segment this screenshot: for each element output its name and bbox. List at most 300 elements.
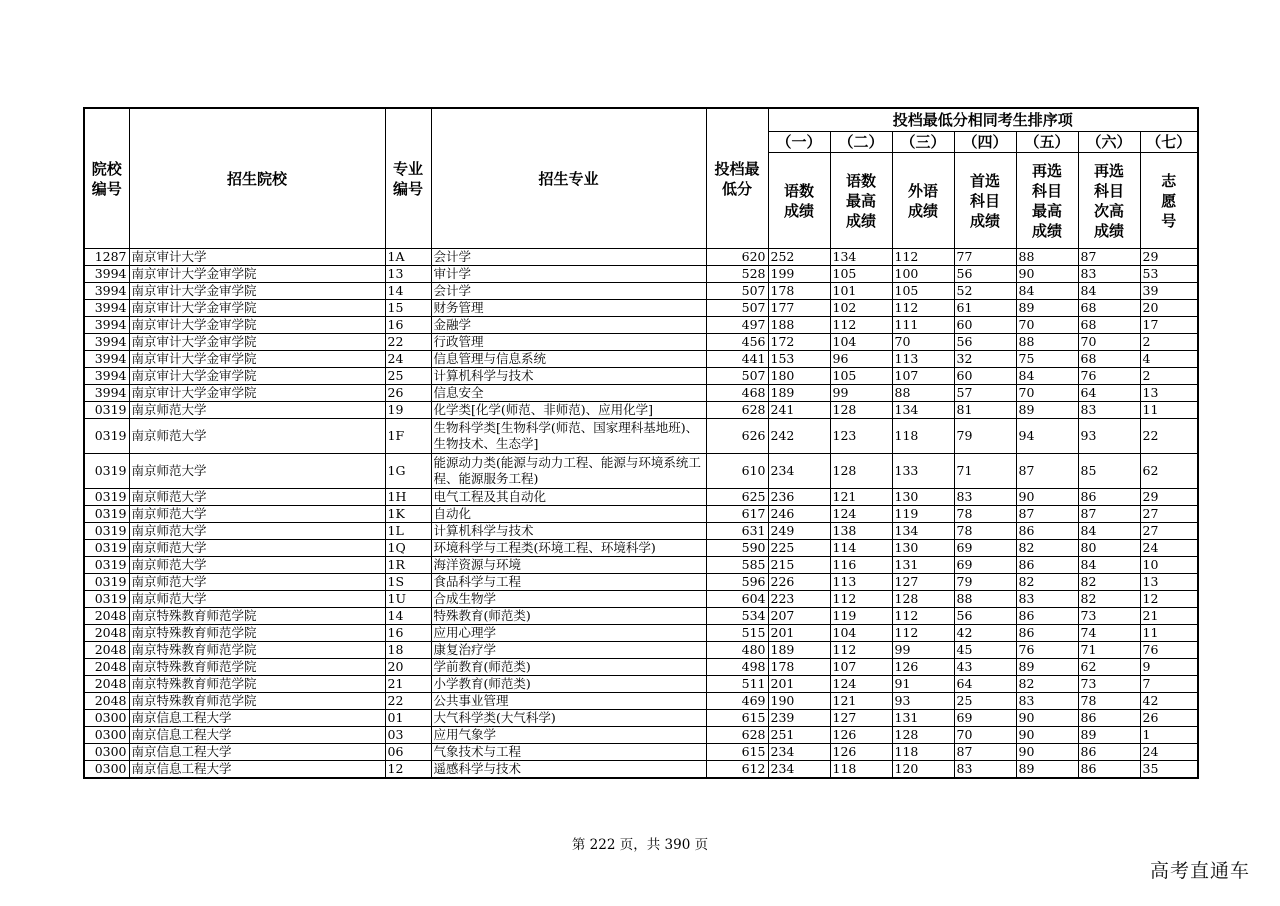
cell-major-name: 公共事业管理 xyxy=(431,693,706,710)
tie-index-4: （四） xyxy=(954,132,1016,153)
cell-major-code: 13 xyxy=(385,266,431,283)
cell-school-name: 南京信息工程大学 xyxy=(129,761,385,779)
cell-score-5: 90 xyxy=(1016,266,1078,283)
cell-school-code: 0319 xyxy=(84,523,129,540)
cell-major-code: 1Q xyxy=(385,540,431,557)
cell-score-3: 111 xyxy=(892,317,954,334)
cell-school-name: 南京审计大学金审学院 xyxy=(129,317,385,334)
cell-min-score: 469 xyxy=(706,693,768,710)
cell-score-3: 99 xyxy=(892,642,954,659)
cell-score-2: 128 xyxy=(830,402,892,419)
cell-min-score: 585 xyxy=(706,557,768,574)
cell-school-code: 0300 xyxy=(84,727,129,744)
cell-major-name: 会计学 xyxy=(431,249,706,266)
table-row xyxy=(84,659,1198,676)
cell-major-code: 01 xyxy=(385,710,431,727)
cell-score-6: 78 xyxy=(1078,693,1140,710)
cell-score-2: 134 xyxy=(830,249,892,266)
cell-major-name: 生物科学类[生物科学(师范、国家理科基地班)、生物技术、生态学] xyxy=(431,419,706,454)
cell-score-2: 123 xyxy=(830,419,892,454)
tie-label-6 xyxy=(1078,153,1140,249)
cell-score-1: 246 xyxy=(768,506,830,523)
cell-major-code: 18 xyxy=(385,642,431,659)
cell-score-5: 86 xyxy=(1016,625,1078,642)
cell-score-7: 24 xyxy=(1140,540,1198,557)
cell-score-7: 29 xyxy=(1140,489,1198,506)
cell-score-7: 12 xyxy=(1140,591,1198,608)
table-row xyxy=(84,574,1198,591)
cell-score-6: 70 xyxy=(1078,334,1140,351)
cell-school-code: 0300 xyxy=(84,744,129,761)
tie-index-2: （二） xyxy=(830,132,892,153)
cell-score-2: 105 xyxy=(830,266,892,283)
cell-score-1: 223 xyxy=(768,591,830,608)
cell-score-2: 126 xyxy=(830,727,892,744)
cell-score-3: 118 xyxy=(892,744,954,761)
cell-major-name: 能源动力类(能源与动力工程、能源与环境系统工程、能源服务工程) xyxy=(431,454,706,489)
cell-score-1: 189 xyxy=(768,642,830,659)
cell-score-3: 134 xyxy=(892,523,954,540)
cell-score-5: 87 xyxy=(1016,454,1078,489)
table-row xyxy=(84,419,1198,454)
cell-major-code: 03 xyxy=(385,727,431,744)
cell-score-6: 85 xyxy=(1078,454,1140,489)
cell-school-code: 0319 xyxy=(84,402,129,419)
tie-label-text: 首选科目成绩 xyxy=(970,171,1001,230)
cell-score-7: 4 xyxy=(1140,351,1198,368)
cell-score-4: 56 xyxy=(954,266,1016,283)
cell-min-score: 534 xyxy=(706,608,768,625)
cell-score-2: 101 xyxy=(830,283,892,300)
cell-major-code: 19 xyxy=(385,402,431,419)
table-row xyxy=(84,676,1198,693)
tie-label-4 xyxy=(954,153,1016,249)
cell-score-1: 234 xyxy=(768,744,830,761)
cell-school-code: 0300 xyxy=(84,710,129,727)
cell-school-name: 南京信息工程大学 xyxy=(129,727,385,744)
cell-score-3: 126 xyxy=(892,659,954,676)
cell-score-5: 76 xyxy=(1016,642,1078,659)
tie-index-7: （七） xyxy=(1140,132,1198,153)
cell-school-code: 0319 xyxy=(84,419,129,454)
cell-major-name: 审计学 xyxy=(431,266,706,283)
cell-score-5: 89 xyxy=(1016,761,1078,779)
cell-score-5: 70 xyxy=(1016,385,1078,402)
cell-score-7: 27 xyxy=(1140,523,1198,540)
cell-score-7: 26 xyxy=(1140,710,1198,727)
cell-score-4: 25 xyxy=(954,693,1016,710)
cell-score-4: 60 xyxy=(954,317,1016,334)
cell-score-5: 88 xyxy=(1016,249,1078,266)
cell-min-score: 625 xyxy=(706,489,768,506)
cell-score-5: 90 xyxy=(1016,489,1078,506)
cell-score-1: 190 xyxy=(768,693,830,710)
cell-score-2: 112 xyxy=(830,591,892,608)
cell-score-2: 112 xyxy=(830,642,892,659)
cell-score-4: 64 xyxy=(954,676,1016,693)
cell-score-1: 226 xyxy=(768,574,830,591)
cell-school-code: 3994 xyxy=(84,300,129,317)
cell-score-7: 22 xyxy=(1140,419,1198,454)
cell-score-6: 87 xyxy=(1078,506,1140,523)
cell-major-code: 1F xyxy=(385,419,431,454)
cell-min-score: 528 xyxy=(706,266,768,283)
table-row xyxy=(84,489,1198,506)
cell-score-5: 86 xyxy=(1016,608,1078,625)
cell-min-score: 497 xyxy=(706,317,768,334)
tie-label-3 xyxy=(892,153,954,249)
cell-score-7: 10 xyxy=(1140,557,1198,574)
cell-score-1: 249 xyxy=(768,523,830,540)
cell-score-5: 89 xyxy=(1016,659,1078,676)
cell-school-name: 南京师范大学 xyxy=(129,489,385,506)
cell-score-7: 62 xyxy=(1140,454,1198,489)
cell-score-1: 199 xyxy=(768,266,830,283)
cell-major-code: 22 xyxy=(385,334,431,351)
cell-school-code: 3994 xyxy=(84,385,129,402)
cell-score-1: 189 xyxy=(768,385,830,402)
cell-score-1: 225 xyxy=(768,540,830,557)
cell-score-7: 11 xyxy=(1140,625,1198,642)
cell-school-code: 0319 xyxy=(84,540,129,557)
cell-score-1: 236 xyxy=(768,489,830,506)
cell-score-1: 251 xyxy=(768,727,830,744)
cell-school-name: 南京审计大学 xyxy=(129,249,385,266)
cell-score-4: 69 xyxy=(954,710,1016,727)
cell-score-4: 56 xyxy=(954,608,1016,625)
cell-score-4: 79 xyxy=(954,419,1016,454)
cell-score-7: 17 xyxy=(1140,317,1198,334)
cell-score-6: 80 xyxy=(1078,540,1140,557)
cell-score-5: 84 xyxy=(1016,368,1078,385)
cell-school-code: 0300 xyxy=(84,761,129,779)
cell-score-1: 201 xyxy=(768,676,830,693)
cell-school-name: 南京审计大学金审学院 xyxy=(129,334,385,351)
cell-score-1: 188 xyxy=(768,317,830,334)
cell-school-name: 南京师范大学 xyxy=(129,523,385,540)
cell-score-5: 87 xyxy=(1016,506,1078,523)
cell-score-2: 118 xyxy=(830,761,892,779)
cell-score-7: 13 xyxy=(1140,385,1198,402)
tie-label-text: 外语成绩 xyxy=(908,181,939,220)
cell-score-1: 234 xyxy=(768,761,830,779)
cell-school-name: 南京特殊教育师范学院 xyxy=(129,608,385,625)
cell-school-name: 南京师范大学 xyxy=(129,419,385,454)
table-row xyxy=(84,506,1198,523)
cell-score-3: 70 xyxy=(892,334,954,351)
cell-score-7: 39 xyxy=(1140,283,1198,300)
cell-score-6: 93 xyxy=(1078,419,1140,454)
cell-score-2: 99 xyxy=(830,385,892,402)
cell-score-5: 83 xyxy=(1016,693,1078,710)
cell-major-code: 21 xyxy=(385,676,431,693)
cell-school-code: 2048 xyxy=(84,608,129,625)
table-row xyxy=(84,591,1198,608)
cell-score-1: 234 xyxy=(768,454,830,489)
cell-score-6: 68 xyxy=(1078,317,1140,334)
cell-school-name: 南京特殊教育师范学院 xyxy=(129,625,385,642)
cell-score-4: 71 xyxy=(954,454,1016,489)
cell-score-3: 93 xyxy=(892,693,954,710)
cell-min-score: 441 xyxy=(706,351,768,368)
cell-score-1: 252 xyxy=(768,249,830,266)
cell-score-4: 78 xyxy=(954,506,1016,523)
cell-school-code: 0319 xyxy=(84,574,129,591)
cell-score-6: 89 xyxy=(1078,727,1140,744)
table-row xyxy=(84,608,1198,625)
cell-score-4: 69 xyxy=(954,540,1016,557)
cell-major-name: 环境科学与工程类(环境工程、环境科学) xyxy=(431,540,706,557)
cell-score-1: 153 xyxy=(768,351,830,368)
cell-score-2: 124 xyxy=(830,506,892,523)
tie-index-6: （六） xyxy=(1078,132,1140,153)
cell-min-score: 507 xyxy=(706,368,768,385)
cell-school-name: 南京特殊教育师范学院 xyxy=(129,642,385,659)
cell-school-code: 0319 xyxy=(84,454,129,489)
cell-score-4: 61 xyxy=(954,300,1016,317)
cell-score-2: 114 xyxy=(830,540,892,557)
cell-score-4: 79 xyxy=(954,574,1016,591)
cell-major-code: 22 xyxy=(385,693,431,710)
cell-school-name: 南京师范大学 xyxy=(129,591,385,608)
cell-school-code: 0319 xyxy=(84,489,129,506)
cell-score-1: 172 xyxy=(768,334,830,351)
cell-score-3: 112 xyxy=(892,608,954,625)
cell-score-6: 86 xyxy=(1078,761,1140,779)
cell-score-7: 76 xyxy=(1140,642,1198,659)
cell-score-2: 104 xyxy=(830,334,892,351)
cell-major-name: 气象技术与工程 xyxy=(431,744,706,761)
cell-major-name: 康复治疗学 xyxy=(431,642,706,659)
cell-score-2: 104 xyxy=(830,625,892,642)
tie-index-5: （五） xyxy=(1016,132,1078,153)
cell-score-1: 242 xyxy=(768,419,830,454)
cell-score-6: 84 xyxy=(1078,523,1140,540)
header-tie-group: 投档最低分相同考生排序项 xyxy=(768,108,1198,132)
cell-score-6: 86 xyxy=(1078,710,1140,727)
cell-score-2: 124 xyxy=(830,676,892,693)
cell-score-3: 131 xyxy=(892,710,954,727)
cell-major-name: 计算机科学与技术 xyxy=(431,368,706,385)
cell-score-4: 81 xyxy=(954,402,1016,419)
cell-school-name: 南京信息工程大学 xyxy=(129,744,385,761)
cell-score-4: 60 xyxy=(954,368,1016,385)
cell-min-score: 468 xyxy=(706,385,768,402)
cell-min-score: 498 xyxy=(706,659,768,676)
cell-score-1: 201 xyxy=(768,625,830,642)
cell-major-name: 会计学 xyxy=(431,283,706,300)
cell-score-4: 78 xyxy=(954,523,1016,540)
cell-major-code: 25 xyxy=(385,368,431,385)
cell-score-3: 100 xyxy=(892,266,954,283)
cell-score-7: 13 xyxy=(1140,574,1198,591)
cell-major-code: 16 xyxy=(385,625,431,642)
cell-score-1: 178 xyxy=(768,659,830,676)
cell-min-score: 596 xyxy=(706,574,768,591)
watermark: 高考直通车 xyxy=(1149,860,1250,882)
cell-score-6: 74 xyxy=(1078,625,1140,642)
cell-score-4: 77 xyxy=(954,249,1016,266)
cell-score-5: 70 xyxy=(1016,317,1078,334)
cell-school-name: 南京师范大学 xyxy=(129,557,385,574)
cell-score-1: 177 xyxy=(768,300,830,317)
cell-major-code: 26 xyxy=(385,385,431,402)
cell-score-6: 73 xyxy=(1078,676,1140,693)
cell-school-name: 南京特殊教育师范学院 xyxy=(129,693,385,710)
cell-score-7: 20 xyxy=(1140,300,1198,317)
cell-score-4: 42 xyxy=(954,625,1016,642)
cell-school-code: 0319 xyxy=(84,557,129,574)
cell-score-2: 127 xyxy=(830,710,892,727)
tie-label-text: 语数最高成绩 xyxy=(846,171,877,230)
tie-label-text: 志愿号 xyxy=(1161,171,1177,230)
cell-score-6: 84 xyxy=(1078,283,1140,300)
cell-score-7: 53 xyxy=(1140,266,1198,283)
cell-score-1: 239 xyxy=(768,710,830,727)
table-row xyxy=(84,283,1198,300)
cell-score-7: 1 xyxy=(1140,727,1198,744)
cell-score-1: 241 xyxy=(768,402,830,419)
admission-score-table xyxy=(83,107,1199,779)
cell-major-code: 24 xyxy=(385,351,431,368)
cell-school-code: 2048 xyxy=(84,625,129,642)
cell-school-name: 南京审计大学金审学院 xyxy=(129,300,385,317)
tie-label-2 xyxy=(830,153,892,249)
cell-score-3: 112 xyxy=(892,249,954,266)
cell-major-name: 信息安全 xyxy=(431,385,706,402)
cell-score-7: 24 xyxy=(1140,744,1198,761)
cell-score-2: 138 xyxy=(830,523,892,540)
cell-major-name: 自动化 xyxy=(431,506,706,523)
tie-label-7 xyxy=(1140,153,1198,249)
cell-score-6: 87 xyxy=(1078,249,1140,266)
cell-school-code: 0319 xyxy=(84,591,129,608)
table-body xyxy=(84,249,1198,779)
table-row xyxy=(84,334,1198,351)
cell-major-code: 1G xyxy=(385,454,431,489)
cell-min-score: 617 xyxy=(706,506,768,523)
cell-major-name: 行政管理 xyxy=(431,334,706,351)
cell-score-6: 86 xyxy=(1078,744,1140,761)
cell-major-name: 金融学 xyxy=(431,317,706,334)
cell-min-score: 604 xyxy=(706,591,768,608)
cell-score-5: 86 xyxy=(1016,523,1078,540)
cell-score-5: 84 xyxy=(1016,283,1078,300)
cell-major-name: 海洋资源与环境 xyxy=(431,557,706,574)
cell-major-name: 信息管理与信息系统 xyxy=(431,351,706,368)
table-row xyxy=(84,710,1198,727)
cell-score-6: 71 xyxy=(1078,642,1140,659)
cell-major-code: 06 xyxy=(385,744,431,761)
cell-score-2: 107 xyxy=(830,659,892,676)
cell-score-5: 88 xyxy=(1016,334,1078,351)
cell-min-score: 631 xyxy=(706,523,768,540)
cell-major-code: 14 xyxy=(385,283,431,300)
cell-score-7: 42 xyxy=(1140,693,1198,710)
cell-school-name: 南京特殊教育师范学院 xyxy=(129,659,385,676)
cell-major-code: 1H xyxy=(385,489,431,506)
cell-school-name: 南京师范大学 xyxy=(129,574,385,591)
cell-score-5: 90 xyxy=(1016,710,1078,727)
cell-score-7: 21 xyxy=(1140,608,1198,625)
table-row xyxy=(84,523,1198,540)
cell-score-3: 91 xyxy=(892,676,954,693)
cell-school-name: 南京特殊教育师范学院 xyxy=(129,676,385,693)
cell-min-score: 620 xyxy=(706,249,768,266)
cell-major-name: 食品科学与工程 xyxy=(431,574,706,591)
cell-score-4: 52 xyxy=(954,283,1016,300)
cell-score-6: 83 xyxy=(1078,266,1140,283)
cell-score-4: 87 xyxy=(954,744,1016,761)
cell-score-7: 9 xyxy=(1140,659,1198,676)
cell-score-5: 90 xyxy=(1016,727,1078,744)
cell-school-code: 3994 xyxy=(84,266,129,283)
cell-score-3: 88 xyxy=(892,385,954,402)
cell-score-5: 89 xyxy=(1016,300,1078,317)
cell-score-5: 89 xyxy=(1016,402,1078,419)
cell-score-5: 82 xyxy=(1016,676,1078,693)
cell-school-name: 南京审计大学金审学院 xyxy=(129,266,385,283)
cell-score-6: 76 xyxy=(1078,368,1140,385)
cell-score-2: 113 xyxy=(830,574,892,591)
cell-score-3: 130 xyxy=(892,540,954,557)
cell-school-code: 3994 xyxy=(84,317,129,334)
cell-score-3: 119 xyxy=(892,506,954,523)
cell-score-7: 35 xyxy=(1140,761,1198,779)
cell-score-4: 69 xyxy=(954,557,1016,574)
cell-min-score: 615 xyxy=(706,744,768,761)
cell-score-2: 116 xyxy=(830,557,892,574)
cell-school-code: 2048 xyxy=(84,642,129,659)
cell-score-5: 75 xyxy=(1016,351,1078,368)
cell-major-code: 1U xyxy=(385,591,431,608)
cell-major-code: 15 xyxy=(385,300,431,317)
cell-score-3: 131 xyxy=(892,557,954,574)
cell-score-7: 11 xyxy=(1140,402,1198,419)
cell-school-code: 2048 xyxy=(84,659,129,676)
cell-min-score: 515 xyxy=(706,625,768,642)
cell-school-name: 南京审计大学金审学院 xyxy=(129,283,385,300)
table-row xyxy=(84,540,1198,557)
cell-score-3: 112 xyxy=(892,300,954,317)
cell-major-name: 应用心理学 xyxy=(431,625,706,642)
cell-score-6: 82 xyxy=(1078,591,1140,608)
cell-score-6: 73 xyxy=(1078,608,1140,625)
cell-score-7: 29 xyxy=(1140,249,1198,266)
cell-min-score: 480 xyxy=(706,642,768,659)
cell-score-4: 83 xyxy=(954,489,1016,506)
cell-min-score: 628 xyxy=(706,727,768,744)
table-row xyxy=(84,693,1198,710)
cell-min-score: 590 xyxy=(706,540,768,557)
cell-school-name: 南京师范大学 xyxy=(129,402,385,419)
cell-score-7: 27 xyxy=(1140,506,1198,523)
table-header xyxy=(84,108,1198,249)
tie-index-3: （三） xyxy=(892,132,954,153)
cell-major-code: 16 xyxy=(385,317,431,334)
cell-min-score: 612 xyxy=(706,761,768,779)
header-major-name: 招生专业 xyxy=(431,108,706,249)
cell-major-name: 学前教育(师范类) xyxy=(431,659,706,676)
cell-min-score: 511 xyxy=(706,676,768,693)
cell-score-7: 7 xyxy=(1140,676,1198,693)
cell-score-6: 84 xyxy=(1078,557,1140,574)
cell-score-1: 178 xyxy=(768,283,830,300)
cell-school-name: 南京师范大学 xyxy=(129,454,385,489)
header-min-score: 投档最低分 xyxy=(706,108,768,249)
cell-min-score: 507 xyxy=(706,283,768,300)
cell-score-4: 43 xyxy=(954,659,1016,676)
